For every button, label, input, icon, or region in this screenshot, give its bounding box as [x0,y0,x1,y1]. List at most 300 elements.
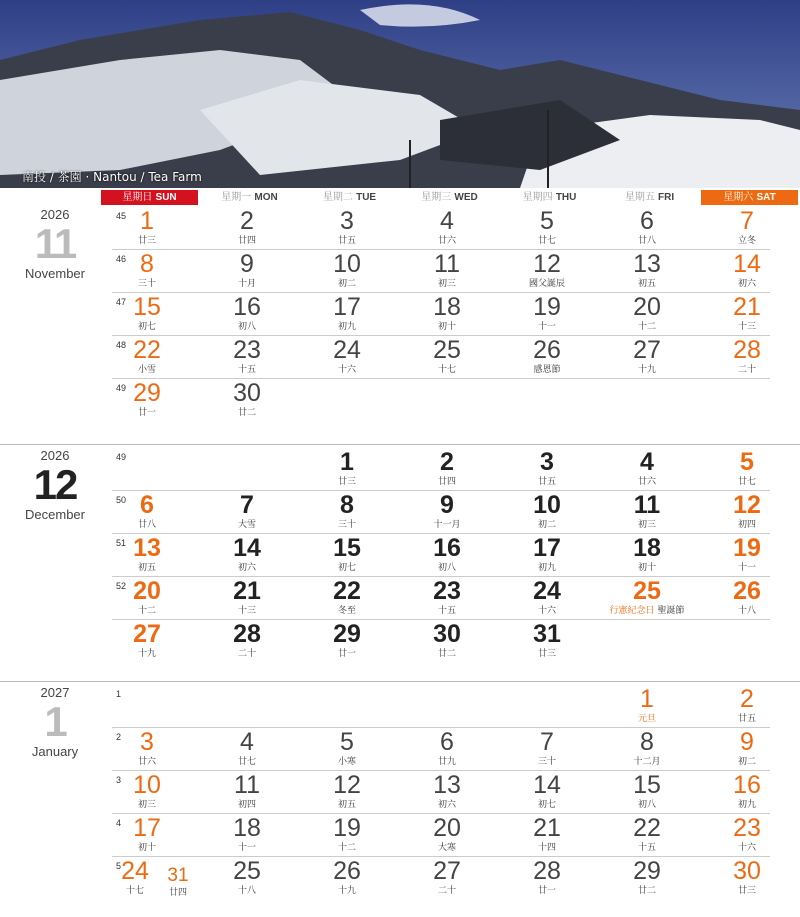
lunar-label: 廿一 [337,649,356,659]
day-cell[interactable] [697,534,797,574]
day-number: 21 [533,814,561,842]
day-number: 10 [133,771,161,799]
day-cell[interactable] [197,728,297,768]
day-number: 17 [533,534,561,562]
lunar-label: 十九 [137,649,156,659]
lunar-label: 廿七 [737,477,756,487]
day-number: 15 [333,534,361,562]
day-cell[interactable] [497,814,597,854]
month-divider [0,444,800,445]
week-number: 4 [116,818,122,828]
day-cell[interactable] [697,728,797,768]
lunar-label: 十二 [137,606,156,616]
day-cell[interactable] [397,336,497,376]
day-cell[interactable] [197,336,297,376]
day-cell[interactable] [497,448,597,488]
lunar-label: 初十 [437,322,456,332]
weekday-en: SAT [756,192,776,203]
lunar-label: 十二 [637,322,656,332]
lunar-label: 二十 [237,649,256,659]
day-cell[interactable] [397,207,497,247]
day-cell[interactable] [197,534,297,574]
week-number: 45 [116,211,127,221]
day-cell[interactable] [697,814,797,854]
day-number: 26 [733,577,761,605]
day-cell[interactable] [397,728,497,768]
day-number: 6 [440,728,454,756]
lunar-label: 廿五 [537,477,556,487]
day-number: 3 [340,207,354,235]
day-number: 21 [233,577,261,605]
day-number: 29 [333,620,361,648]
day-number: 13 [433,771,461,799]
day-cell[interactable] [597,577,697,617]
day-cell[interactable] [597,293,697,333]
day-cell[interactable] [97,577,197,617]
month-number: 11 [34,220,76,267]
weekday-zh: 星期三 [421,192,452,203]
lunar-label: 十五 [237,365,256,375]
day-cell[interactable] [128,865,228,899]
day-cell[interactable] [97,728,197,768]
day-number: 7 [740,207,754,235]
day-cell[interactable] [697,250,797,290]
lunar-label: 十五 [437,606,456,616]
week-number: 52 [116,581,127,591]
day-cell[interactable] [397,534,497,574]
month-year: 2026 [40,448,70,463]
lunar-label: 廿九 [437,757,456,767]
day-cell[interactable] [297,620,397,660]
weekday-header-mon [201,190,298,205]
day-number: 1 [640,685,654,713]
day-number: 24 [333,336,361,364]
lunar-label: 初九 [537,563,556,573]
lunar-label: 廿七 [237,757,256,767]
lunar-label: 十二月 [633,757,661,767]
lunar-label: 初六 [737,279,756,289]
day-cell[interactable] [197,207,297,247]
day-cell[interactable] [597,491,697,531]
day-cell[interactable] [697,577,797,617]
day-cell[interactable] [297,448,397,488]
lunar-label: 廿三 [337,477,356,487]
lunar-label: 小寒 [337,757,356,767]
day-cell[interactable] [397,250,497,290]
lunar-label: 十六 [537,606,556,616]
day-number: 25 [433,336,461,364]
day-number: 13 [633,250,661,278]
day-number: 7 [240,491,254,519]
day-cell[interactable] [497,771,597,811]
day-number: 31 [167,865,189,886]
holiday-label: 行憲紀念日 [609,606,655,616]
lunar-label: 十一 [237,843,256,853]
weekday-zh: 星期一 [221,192,252,203]
month-name: January [31,744,79,759]
lunar-label: 初七 [137,322,156,332]
day-cell[interactable] [597,336,697,376]
lunar-label: 初七 [537,800,556,810]
day-cell[interactable] [497,491,597,531]
lunar-label: 初二 [537,520,556,530]
day-cell[interactable] [497,577,597,617]
day-number: 5 [740,448,754,476]
weekday-zh: 星期四 [522,192,553,203]
week-number: 49 [116,383,127,393]
month-heading [0,685,110,759]
lunar-label: 立冬 [737,236,756,246]
lunar-label: 初八 [637,800,656,810]
lunar-label: 初九 [337,322,356,332]
lunar-label: 二十 [437,886,456,896]
day-cell[interactable] [197,577,297,617]
day-cell[interactable] [197,814,297,854]
day-cell[interactable] [597,857,697,897]
day-number: 1 [140,207,154,235]
lunar-label: 十九 [337,886,356,896]
day-cell[interactable] [297,814,397,854]
day-number: 11 [234,771,260,799]
month-name: December [25,507,85,522]
lunar-label: 十三 [237,606,256,616]
lunar-label: 二十 [737,365,756,375]
day-number: 30 [733,857,761,885]
lunar-label: 初六 [437,800,456,810]
week-number: 47 [116,297,127,307]
day-cell[interactable] [697,491,797,531]
day-cell[interactable] [97,814,197,854]
lunar-label: 廿五 [337,236,356,246]
lunar-label: 十六 [337,365,356,375]
lunar-label: 十一月 [433,520,461,530]
month-divider [0,681,800,682]
day-number: 12 [333,771,361,799]
day-cell[interactable] [697,685,797,725]
day-number: 15 [133,293,161,321]
day-number: 9 [240,250,254,278]
lunar-label: 十七 [437,365,456,375]
lunar-label: 十一 [537,322,556,332]
photo-caption: 南投 / 茶園 · Nantou / Tea Farm [22,170,202,184]
week-number: 46 [116,254,127,264]
day-number: 20 [433,814,461,842]
lunar-label: 十五 [637,843,656,853]
day-cell[interactable] [597,685,697,725]
lunar-label: 廿二 [237,408,256,418]
lunar-label: 三十 [537,757,556,767]
day-number: 7 [540,728,554,756]
day-cell[interactable] [497,250,597,290]
day-cell[interactable] [697,293,797,333]
day-number: 30 [233,379,261,407]
month-heading [0,207,110,281]
day-number: 9 [440,491,454,519]
lunar-label: 初四 [737,520,756,530]
day-number: 11 [633,491,661,519]
day-number: 4 [640,448,654,476]
day-number: 11 [434,250,460,278]
day-number: 26 [333,857,361,885]
day-number: 24 [533,577,561,605]
day-number: 24 [121,857,149,885]
lunar-label: 初二 [737,757,756,767]
day-cell[interactable] [297,771,397,811]
day-number: 29 [133,379,161,407]
day-number: 27 [633,336,661,364]
day-cell[interactable] [597,207,697,247]
day-cell[interactable] [597,250,697,290]
day-cell[interactable] [397,293,497,333]
weekday-en: THU [555,192,577,203]
day-number: 22 [333,577,361,605]
day-number: 19 [533,293,561,321]
day-number: 10 [533,491,561,519]
day-number: 12 [733,491,761,519]
day-number: 20 [133,577,161,605]
day-number: 2 [240,207,254,235]
lunar-label: 十一 [737,563,756,573]
lunar-label: 廿七 [537,236,556,246]
lunar-label: 十四 [537,843,556,853]
lunar-label: 初十 [137,843,156,853]
lunar-label: 廿六 [137,757,156,767]
day-number: 19 [733,534,761,562]
day-cell[interactable] [97,379,197,419]
day-cell[interactable] [497,620,597,660]
lunar-label: 初四 [237,800,256,810]
weekday-en: SUN [155,192,177,203]
lunar-label: 廿八 [137,520,156,530]
day-cell[interactable] [197,491,297,531]
weekday-zh: 星期六 [723,192,754,203]
weekday-header-sun [101,190,198,205]
day-cell[interactable] [297,728,397,768]
day-cell[interactable] [597,534,697,574]
lunar-label: 初五 [337,800,356,810]
day-number: 16 [733,771,761,799]
weekday-header-tue [301,190,398,205]
month-heading [0,448,110,522]
lunar-label: 小雪 [137,365,156,375]
day-cell[interactable] [297,293,397,333]
day-cell[interactable] [297,491,397,531]
day-number: 3 [140,728,154,756]
day-number: 28 [733,336,761,364]
day-number: 30 [433,620,461,648]
day-cell[interactable] [397,491,497,531]
day-cell[interactable] [297,207,397,247]
day-cell[interactable] [597,728,697,768]
lunar-label: 廿八 [637,236,656,246]
weekday-header-sat [701,190,798,205]
day-cell[interactable] [197,379,297,419]
lunar-label: 廿六 [437,236,456,246]
day-cell[interactable] [97,250,197,290]
lunar-label: 十月 [237,279,256,289]
lunar-label: 十六 [737,843,756,853]
day-cell[interactable] [497,207,597,247]
lunar-label: 初八 [237,322,256,332]
lunar-label: 初三 [637,520,656,530]
day-cell[interactable] [297,250,397,290]
day-cell[interactable] [97,534,197,574]
day-cell[interactable] [497,728,597,768]
day-cell[interactable] [297,534,397,574]
day-cell[interactable] [397,857,497,897]
lunar-label: 廿一 [537,886,556,896]
holiday-label: 聖誕節 [654,606,685,616]
day-number: 9 [740,728,754,756]
lunar-label: 廿六 [637,477,656,487]
lunar-label: 廿二 [637,886,656,896]
day-cell[interactable] [497,534,597,574]
lunar-label: 廿三 [737,886,756,896]
day-number: 17 [333,293,361,321]
day-number: 28 [233,620,261,648]
day-number: 21 [733,293,761,321]
day-number: 19 [333,814,361,842]
weekday-en: WED [454,192,478,203]
weekday-zh: 星期日 [122,192,153,203]
lunar-label: 廿四 [437,477,456,487]
weekday-zh: 星期二 [322,192,353,203]
day-cell[interactable] [97,207,197,247]
lunar-label: 初九 [737,800,756,810]
day-number: 27 [133,620,161,648]
day-number: 4 [440,207,454,235]
day-number: 14 [733,250,761,278]
lunar-label: 三十 [137,279,156,289]
day-cell[interactable] [497,336,597,376]
lunar-label: 冬至 [337,606,356,616]
day-cell[interactable] [297,577,397,617]
day-number: 6 [640,207,654,235]
lunar-label: 廿五 [737,714,756,724]
month-name: November [25,266,85,281]
lunar-label: 感恩節 [533,365,561,375]
header-photo [0,0,800,188]
day-cell[interactable] [297,336,397,376]
day-cell[interactable] [197,250,297,290]
week-number: 1 [116,689,122,699]
day-cell[interactable] [597,814,697,854]
day-cell[interactable] [397,620,497,660]
lunar-label: 大寒 [437,843,456,853]
lunar-label: 廿二 [437,649,456,659]
day-cell[interactable] [397,448,497,488]
day-cell[interactable] [697,771,797,811]
day-number: 27 [433,857,461,885]
day-number: 1 [340,448,354,476]
day-cell[interactable] [697,336,797,376]
weekday-header-thu [501,190,598,205]
day-cell[interactable] [697,207,797,247]
day-number: 8 [640,728,654,756]
day-number: 23 [433,577,461,605]
day-cell[interactable] [97,620,197,660]
day-cell[interactable] [197,771,297,811]
day-number: 25 [233,857,261,885]
day-cell[interactable] [197,293,297,333]
week-number: 50 [116,495,127,505]
day-cell[interactable] [497,857,597,897]
day-number: 22 [133,336,161,364]
day-number: 31 [533,620,561,648]
lunar-label: 初八 [437,563,456,573]
lunar-label: 十三 [737,322,756,332]
lunar-label: 十八 [237,886,256,896]
day-cell[interactable] [397,577,497,617]
day-number: 12 [533,250,561,278]
lunar-label: 三十 [337,520,356,530]
day-cell[interactable] [97,336,197,376]
day-number: 20 [633,293,661,321]
day-number: 23 [733,814,761,842]
day-cell[interactable] [297,857,397,897]
day-number: 23 [233,336,261,364]
day-number: 10 [333,250,361,278]
day-number: 18 [633,534,661,562]
day-number: 8 [140,250,154,278]
month-number: 1 [44,698,66,745]
lunar-label: 廿一 [137,408,156,418]
day-cell[interactable] [697,448,797,488]
day-number: 6 [140,491,154,519]
week-number: 3 [116,775,122,785]
day-number: 4 [240,728,254,756]
month-year: 2026 [40,207,70,222]
day-number: 29 [633,857,661,885]
week-number: 48 [116,340,127,350]
lunar-label: 十八 [737,606,756,616]
day-number: 15 [633,771,661,799]
day-number: 18 [233,814,261,842]
lunar-label: 初三 [437,279,456,289]
lunar-label: 廿四 [168,888,187,898]
day-cell[interactable] [97,491,197,531]
lunar-label: 初十 [637,563,656,573]
weekday-en: FRI [658,192,675,203]
lunar-label: 初五 [637,279,656,289]
week-number: 5 [116,861,122,871]
week-number: 2 [116,732,122,742]
day-cell[interactable] [97,293,197,333]
week-number: 49 [116,452,127,462]
weekday-header-fri [601,190,698,205]
day-cell[interactable] [97,771,197,811]
day-number: 16 [433,534,461,562]
month-number: 12 [33,461,77,508]
day-number: 16 [233,293,261,321]
day-cell[interactable] [197,620,297,660]
day-cell[interactable] [497,293,597,333]
lunar-label: 廿三 [537,649,556,659]
weekday-en: TUE [356,192,377,203]
day-number: 22 [633,814,661,842]
day-number: 2 [440,448,454,476]
lunar-label: 廿三 [137,236,156,246]
day-cell[interactable] [697,857,797,897]
day-number: 13 [133,534,161,562]
day-cell[interactable] [397,814,497,854]
day-number: 8 [340,491,354,519]
day-number: 5 [340,728,354,756]
lunar-label: 初六 [237,563,256,573]
day-cell[interactable] [397,771,497,811]
day-cell[interactable] [597,448,697,488]
day-cell[interactable] [597,771,697,811]
